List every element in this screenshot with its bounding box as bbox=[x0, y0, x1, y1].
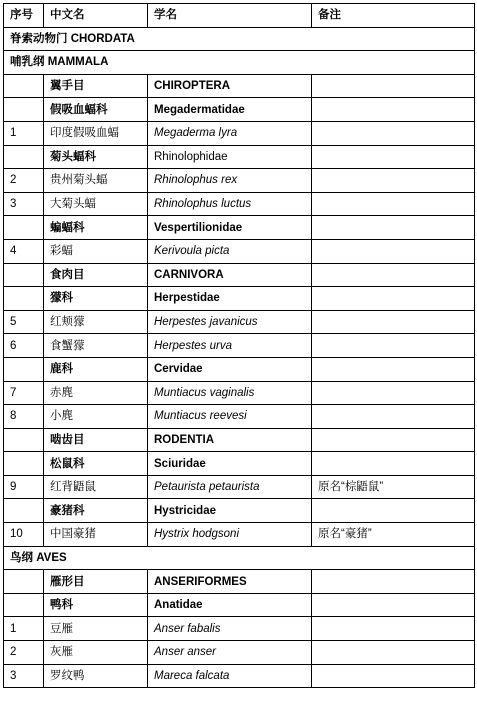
taxon-scientific-name: CHIROPTERA bbox=[148, 74, 312, 98]
species-number: 3 bbox=[4, 664, 44, 688]
species-chinese-name: 大菊头蝠 bbox=[44, 192, 148, 216]
species-remark bbox=[312, 192, 475, 216]
species-chinese-name: 印度假吸血蝠 bbox=[44, 121, 148, 145]
taxon-chinese-name: 鸭科 bbox=[44, 593, 148, 617]
header-remark: 备注 bbox=[312, 4, 475, 28]
taxon-chinese-name: 豪猪科 bbox=[44, 499, 148, 523]
remark-cell bbox=[312, 287, 475, 311]
species-remark bbox=[312, 334, 475, 358]
class-heading-row bbox=[4, 546, 475, 570]
taxon-scientific-name: Anatidae bbox=[148, 593, 312, 617]
number-cell bbox=[4, 216, 44, 240]
remark-cell bbox=[312, 145, 475, 169]
taxon-chinese-name: 鹿科 bbox=[44, 357, 148, 381]
species-remark bbox=[312, 121, 475, 145]
species-row bbox=[4, 334, 475, 358]
species-scientific-name: Kerivoula picta bbox=[148, 239, 312, 263]
remark-cell bbox=[312, 216, 475, 240]
species-table-container bbox=[3, 3, 474, 688]
taxon-scientific-name: ANSERIFORMES bbox=[148, 570, 312, 594]
species-scientific-name: Muntiacus reevesi bbox=[148, 405, 312, 429]
class-heading-row bbox=[4, 51, 475, 75]
species-chinese-name: 中国豪猪 bbox=[44, 523, 148, 547]
number-cell bbox=[4, 74, 44, 98]
species-number: 1 bbox=[4, 617, 44, 641]
class-heading: 脊索动物门 CHORDATA bbox=[4, 27, 475, 51]
number-cell bbox=[4, 570, 44, 594]
species-scientific-name: Megaderma lyra bbox=[148, 121, 312, 145]
species-scientific-name: Anser fabalis bbox=[148, 617, 312, 641]
species-number: 2 bbox=[4, 641, 44, 665]
number-cell bbox=[4, 593, 44, 617]
remark-cell bbox=[312, 452, 475, 476]
species-chinese-name: 赤麂 bbox=[44, 381, 148, 405]
taxon-chinese-name: 食肉目 bbox=[44, 263, 148, 287]
taxon-scientific-name: RODENTIA bbox=[148, 428, 312, 452]
taxon-row bbox=[4, 499, 475, 523]
species-row bbox=[4, 405, 475, 429]
remark-cell bbox=[312, 570, 475, 594]
species-number: 8 bbox=[4, 405, 44, 429]
taxon-row bbox=[4, 570, 475, 594]
species-chinese-name: 红背鼯鼠 bbox=[44, 475, 148, 499]
remark-cell bbox=[312, 357, 475, 381]
species-scientific-name: Herpestes urva bbox=[148, 334, 312, 358]
species-remark bbox=[312, 664, 475, 688]
taxon-row bbox=[4, 452, 475, 476]
remark-cell bbox=[312, 98, 475, 122]
taxon-scientific-name: Megadermatidae bbox=[148, 98, 312, 122]
species-remark bbox=[312, 381, 475, 405]
taxon-chinese-name: 獴科 bbox=[44, 287, 148, 311]
species-chinese-name: 小麂 bbox=[44, 405, 148, 429]
species-row bbox=[4, 169, 475, 193]
taxon-row bbox=[4, 428, 475, 452]
number-cell bbox=[4, 263, 44, 287]
species-remark bbox=[312, 641, 475, 665]
remark-cell bbox=[312, 593, 475, 617]
species-remark: 原名“棕鼯鼠” bbox=[312, 475, 475, 499]
taxon-chinese-name: 菊头蝠科 bbox=[44, 145, 148, 169]
remark-cell bbox=[312, 74, 475, 98]
taxon-chinese-name: 啮齿目 bbox=[44, 428, 148, 452]
species-scientific-name: Muntiacus vaginalis bbox=[148, 381, 312, 405]
taxon-chinese-name: 雁形目 bbox=[44, 570, 148, 594]
species-number: 1 bbox=[4, 121, 44, 145]
taxon-row bbox=[4, 216, 475, 240]
species-chinese-name: 红颊獴 bbox=[44, 310, 148, 334]
taxon-scientific-name: Vespertilionidae bbox=[148, 216, 312, 240]
species-table-body bbox=[4, 4, 475, 688]
taxon-row bbox=[4, 357, 475, 381]
taxon-row bbox=[4, 98, 475, 122]
species-chinese-name: 彩蝠 bbox=[44, 239, 148, 263]
taxon-chinese-name: 松鼠科 bbox=[44, 452, 148, 476]
species-row bbox=[4, 310, 475, 334]
number-cell bbox=[4, 98, 44, 122]
header-number: 序号 bbox=[4, 4, 44, 28]
species-scientific-name: Anser anser bbox=[148, 641, 312, 665]
remark-cell bbox=[312, 428, 475, 452]
taxon-row bbox=[4, 287, 475, 311]
header-scientific-name: 学名 bbox=[148, 4, 312, 28]
species-chinese-name: 灰雁 bbox=[44, 641, 148, 665]
taxon-chinese-name: 假吸血蝠科 bbox=[44, 98, 148, 122]
species-row bbox=[4, 475, 475, 499]
species-row bbox=[4, 617, 475, 641]
species-row bbox=[4, 523, 475, 547]
species-scientific-name: Petaurista petaurista bbox=[148, 475, 312, 499]
number-cell bbox=[4, 357, 44, 381]
taxon-row bbox=[4, 74, 475, 98]
species-remark bbox=[312, 617, 475, 641]
taxon-scientific-name: Hystricidae bbox=[148, 499, 312, 523]
species-row bbox=[4, 121, 475, 145]
taxon-scientific-name: Rhinolophidae bbox=[148, 145, 312, 169]
species-chinese-name: 食蟹獴 bbox=[44, 334, 148, 358]
taxon-row bbox=[4, 593, 475, 617]
species-number: 6 bbox=[4, 334, 44, 358]
species-remark bbox=[312, 310, 475, 334]
species-row bbox=[4, 641, 475, 665]
species-number: 4 bbox=[4, 239, 44, 263]
species-chinese-name: 贵州菊头蝠 bbox=[44, 169, 148, 193]
species-remark: 原名“豪猪” bbox=[312, 523, 475, 547]
species-row bbox=[4, 381, 475, 405]
header-row bbox=[4, 4, 475, 28]
species-number: 2 bbox=[4, 169, 44, 193]
species-scientific-name: Mareca falcata bbox=[148, 664, 312, 688]
species-chinese-name: 罗纹鸭 bbox=[44, 664, 148, 688]
species-number: 7 bbox=[4, 381, 44, 405]
taxon-row bbox=[4, 263, 475, 287]
number-cell bbox=[4, 452, 44, 476]
species-chinese-name: 豆雁 bbox=[44, 617, 148, 641]
species-scientific-name: Rhinolophus luctus bbox=[148, 192, 312, 216]
species-scientific-name: Rhinolophus rex bbox=[148, 169, 312, 193]
species-number: 9 bbox=[4, 475, 44, 499]
taxon-scientific-name: Herpestidae bbox=[148, 287, 312, 311]
species-table bbox=[3, 3, 475, 688]
class-heading: 鸟纲 AVES bbox=[4, 546, 475, 570]
taxon-row bbox=[4, 145, 475, 169]
taxon-chinese-name: 翼手目 bbox=[44, 74, 148, 98]
species-number: 5 bbox=[4, 310, 44, 334]
species-row bbox=[4, 239, 475, 263]
class-heading-row bbox=[4, 27, 475, 51]
species-row bbox=[4, 664, 475, 688]
species-scientific-name: Herpestes javanicus bbox=[148, 310, 312, 334]
remark-cell bbox=[312, 499, 475, 523]
number-cell bbox=[4, 287, 44, 311]
number-cell bbox=[4, 145, 44, 169]
species-number: 3 bbox=[4, 192, 44, 216]
species-row bbox=[4, 192, 475, 216]
taxon-chinese-name: 蝙蝠科 bbox=[44, 216, 148, 240]
remark-cell bbox=[312, 263, 475, 287]
species-number: 10 bbox=[4, 523, 44, 547]
species-remark bbox=[312, 239, 475, 263]
taxon-scientific-name: Sciuridae bbox=[148, 452, 312, 476]
header-chinese-name: 中文名 bbox=[44, 4, 148, 28]
species-remark bbox=[312, 169, 475, 193]
species-remark bbox=[312, 405, 475, 429]
taxon-scientific-name: Cervidae bbox=[148, 357, 312, 381]
taxon-scientific-name: CARNIVORA bbox=[148, 263, 312, 287]
species-scientific-name: Hystrix hodgsoni bbox=[148, 523, 312, 547]
class-heading: 哺乳纲 MAMMALA bbox=[4, 51, 475, 75]
number-cell bbox=[4, 499, 44, 523]
number-cell bbox=[4, 428, 44, 452]
